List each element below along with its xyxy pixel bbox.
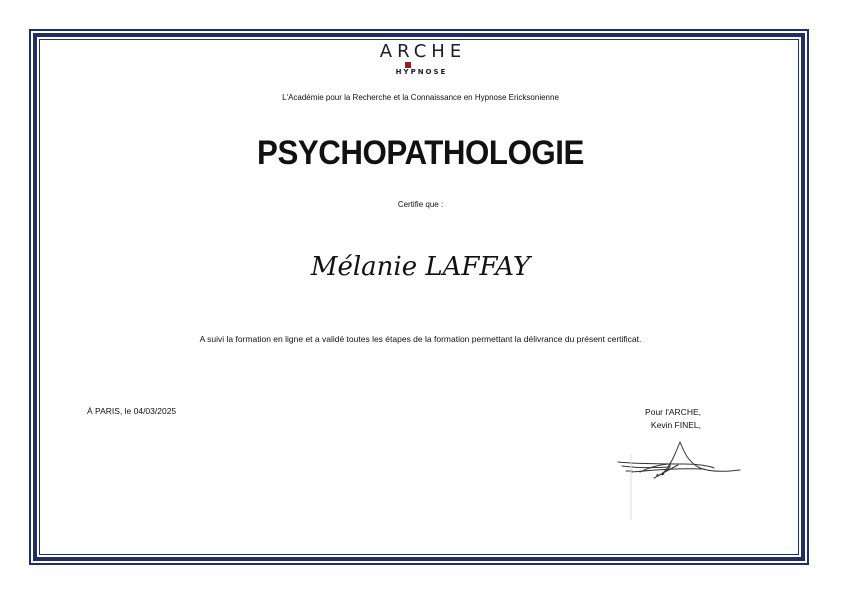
certifies-label: Certifie que : [397, 200, 444, 209]
arche-logo [0, 42, 841, 76]
recipient-name: Mélanie LAFFAY [310, 252, 531, 282]
completion-statement: A suivi la formation en ligne et a validé toutes les étapes de la formation permettant la délivrance du présent certificat. [199, 334, 642, 344]
signer-organization: Pour l'ARCHE, [645, 407, 701, 417]
academy-name: L'Académie pour la Recherche et la Connaissance en Hypnose Ericksonienne [282, 93, 559, 102]
logo-wordmark: ARCHE [379, 41, 467, 62]
certificate-title: PSYCHOPATHOLOGIE [257, 134, 584, 172]
place-and-date: À PARIS, le 04/03/2025 [87, 406, 177, 416]
signer-name: Kevin FINEL, [650, 420, 701, 430]
signer-block [645, 406, 701, 432]
logo-subtitle: HYPNOSE [395, 68, 448, 76]
logo-square-mark [405, 62, 411, 68]
handwritten-signature [614, 438, 744, 522]
